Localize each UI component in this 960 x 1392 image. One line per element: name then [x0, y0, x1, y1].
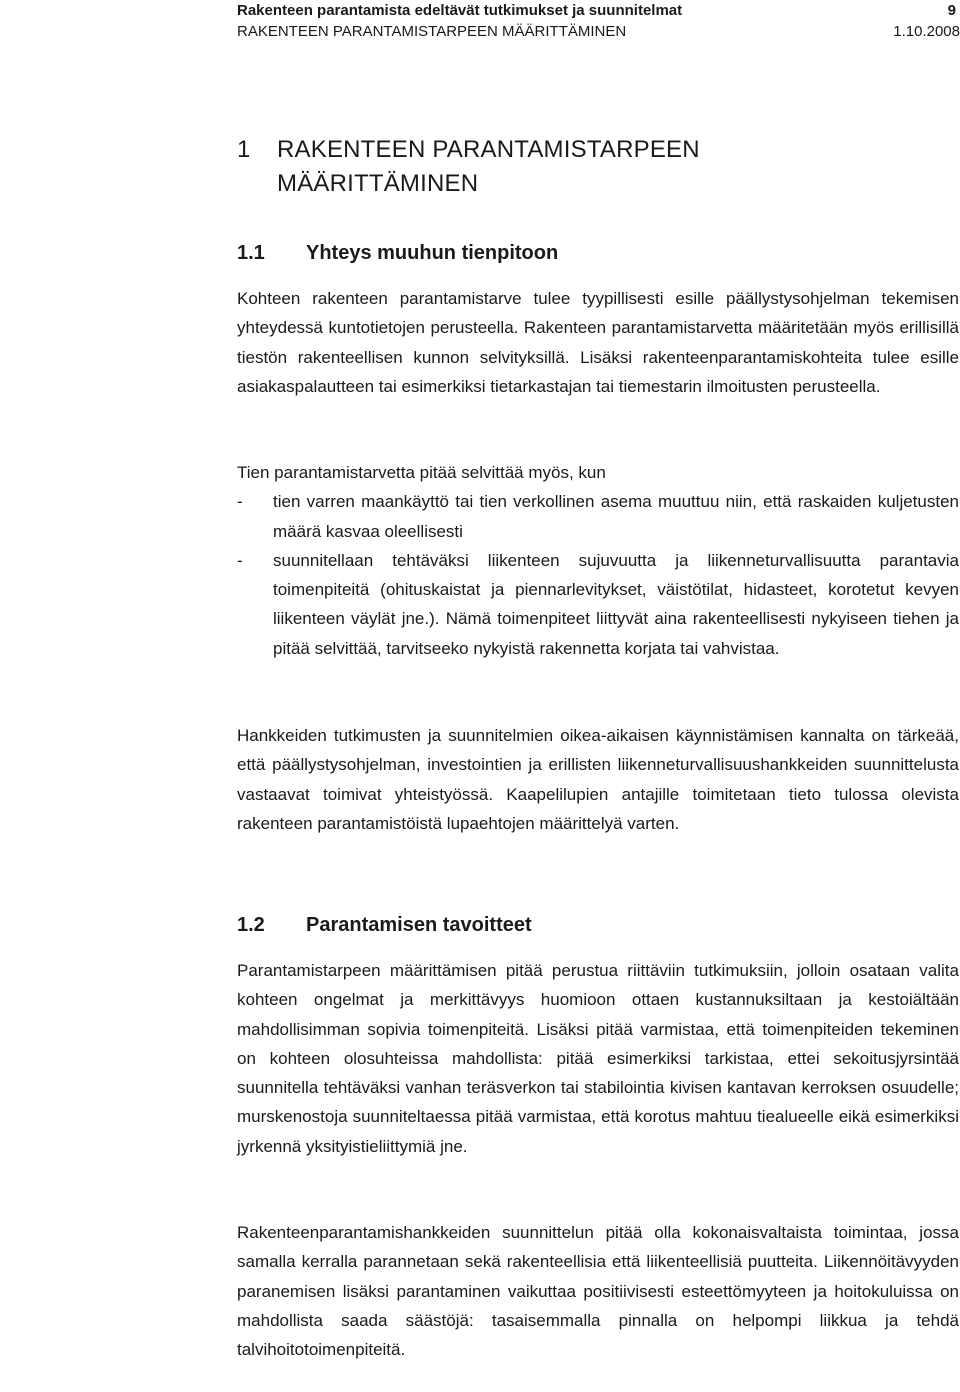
- dash-marker: -: [237, 550, 243, 570]
- section-1-1-number: 1.1: [237, 242, 265, 264]
- header-page-number: 9: [947, 2, 956, 19]
- header-chapter-title: RAKENTEEN PARANTAMISTARPEEN MÄÄRITTÄMINEN: [237, 23, 627, 40]
- section-1-1-paragraph-2: [237, 458, 959, 663]
- header-doc-title: Rakenteen parantamista edeltävät tutkimukset ja suunnitelmat: [237, 2, 683, 19]
- section-1-2-paragraph-2: Rakenteenparantamishankkeiden suunnittelun pitää olla kokonaisvaltaista toimintaa, jossa samalla kerralla parannetaan sekä rakenteellisia että liikenteellisiä puutteita. Liikennöitävyyden paranemisen lisäksi parantaminen vaikuttaa positiivisesti esteettömyyteen ja hoitokuluissa on mahdollista saada säästöjä: tasaisemmalla pinnalla on helpompi liikkua ja tehdä talvihoitotoimenpiteitä.: [237, 1223, 959, 1360]
- chapter-title-line2: MÄÄRITTÄMINEN: [277, 170, 479, 197]
- chapter-title-line1: RAKENTEEN PARANTAMISTARPEEN: [277, 136, 700, 163]
- chapter-title: [237, 133, 937, 201]
- header-row-1: [237, 0, 960, 21]
- section-1-2-title: Parantamisen tavoitteet: [306, 914, 532, 936]
- dash-list-item: [237, 487, 959, 546]
- dash-item-text-2: suunnitellaan tehtäväksi liikenteen sujuvuutta ja liikenneturvallisuutta parantavia toimenpiteitä (ohituskaistat ja piennarlevitykset, väistötilat, hidasteet, korotetut kevyen liikenteen väylät jne.). Nämä toimenpiteet liittyvät aina rakenteellisesti nykyiseen tiehen ja pitää selvittää, tarvitseeko nykyistä rakennetta korjata tai vahvistaa.: [273, 550, 959, 658]
- header-row-2: [237, 21, 960, 42]
- dash-list-item: [237, 546, 959, 663]
- section-1-2-number: 1.2: [237, 914, 265, 936]
- section-1-2-paragraph-1: Parantamistarpeen määrittämisen pitää perustua riittäviin tutkimuksiin, jolloin osataan valita kohteen ongelmat ja merkittävyys huomioon ottaen kustannuksiltaan ja kestoiältään mahdollisimman sopivia toimenpiteitä. Lisäksi pitää varmistaa, että toimenpiteiden tekeminen on kohteen olosuhteissa mahdollista: pitää esimerkiksi tarkistaa, ettei sekoitusjyrsintää suunnitella tehtäväksi vanhan teräsverkon tai stabilointia kivisen kantavan kerroksen osuudelle; murskenostoja suunniteltaessa pitää varmistaa, että korotus mahtuu tiealueelle eikä esimerkiksi jyrkennä yksityistieliittymiä jne.: [237, 961, 959, 1156]
- header-date: 1.10.2008: [893, 23, 960, 40]
- dash-item-text-1: tien varren maankäyttö tai tien verkollinen asema muuttuu niin, että raskaiden kuljetusten määrä kasvaa oleellisesti: [273, 492, 959, 541]
- running-header: [237, 0, 960, 42]
- section-1-1-paragraph-1: Kohteen rakenteen parantamistarve tulee tyypillisesti esille päällystysohjelman tekemisen yhteydessä kuntotietojen perusteella. Rakenteen parantamistarvetta määritetään myös erillisillä tiestön rakenteellisen kunnon selvityksillä. Lisäksi rakenteenparantamiskohteita tulee esille asiakaspalautteen tai esimerkiksi tietarkastajan tai tiemestarin ilmoitusten perusteella.: [237, 289, 959, 396]
- section-1-1-title: Yhteys muuhun tienpitoon: [306, 242, 559, 264]
- paragraph-2-intro: Tien parantamistarvetta pitää selvittää myös, kun: [237, 463, 606, 482]
- dash-marker: -: [237, 492, 243, 512]
- chapter-number: 1: [237, 136, 251, 163]
- section-1-1-paragraph-3: Hankkeiden tutkimusten ja suunnitelmien oikea-aikaisen käynnistämisen kannalta on tärkeää, että päällystysohjelman, investointien ja erillisten liikenneturvallisuushankkeiden suunnittelusta vastaavat toimivat yhteistyössä. Kaapelilupien antajille toimitetaan tieto tulossa olevista rakenteen parantamistöistä lupaehtojen määrittelyä varten.: [237, 726, 959, 833]
- section-1-2-heading: [237, 912, 532, 938]
- section-1-1-heading: [237, 240, 558, 266]
